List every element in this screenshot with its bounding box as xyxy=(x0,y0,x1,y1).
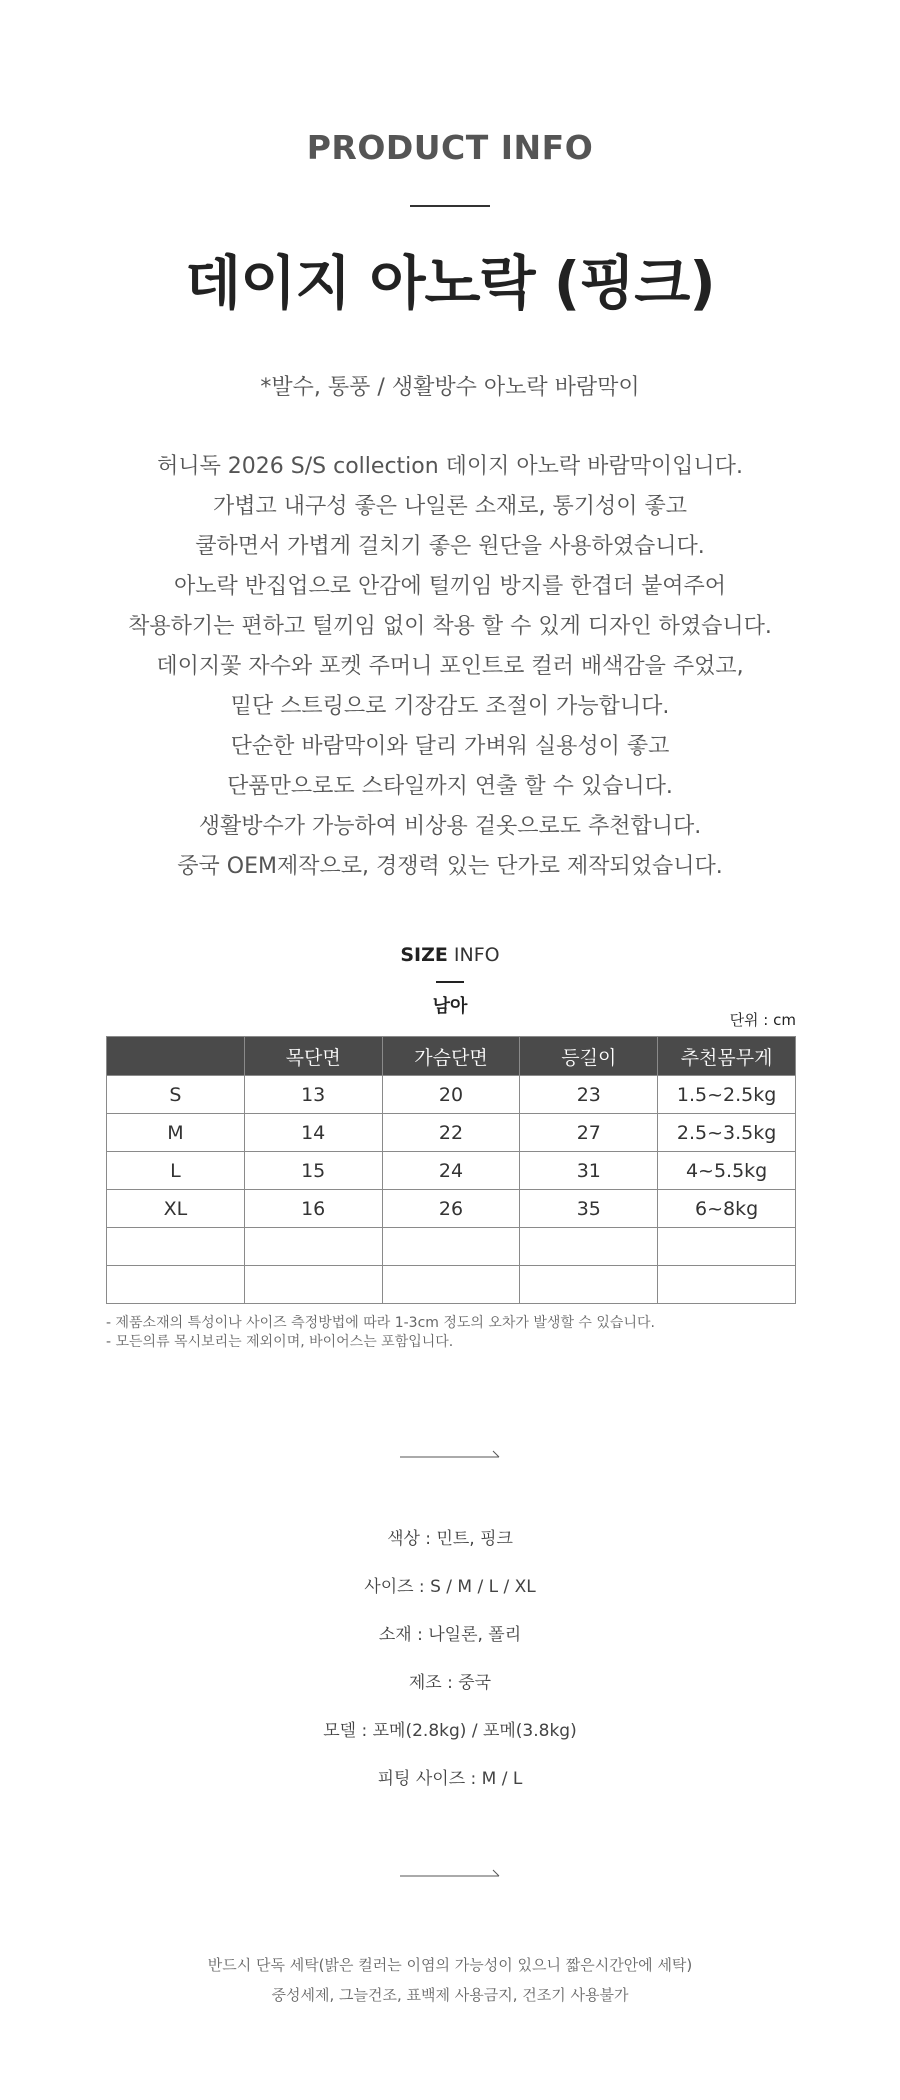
table-cell: XL xyxy=(107,1190,245,1228)
product-subtitle: *발수, 통풍 / 생활방수 아노락 바람막이 xyxy=(260,375,640,400)
description-line: 아노락 반집업으로 안감에 털끼임 방지를 한겹더 붙여주어 xyxy=(173,574,726,599)
table-cell: 26 xyxy=(382,1190,520,1228)
spec-material: 소재 : 나일론, 폴리 xyxy=(378,1625,522,1645)
table-cell: 2.5~3.5kg xyxy=(658,1114,796,1152)
description-line: 착용하기는 편하고 털끼임 없이 착용 할 수 있게 디자인 하였습니다. xyxy=(128,614,772,639)
table-cell xyxy=(520,1266,658,1304)
size-table-header-cell: 가슴단면 xyxy=(382,1037,520,1076)
table-row xyxy=(107,1152,796,1190)
spec-sizes: 사이즈 : S / M / L / XL xyxy=(364,1577,536,1597)
table-row xyxy=(107,1266,796,1304)
spec-made-in: 제조 : 중국 xyxy=(408,1673,492,1693)
size-table-header-cell: 추천몸무게 xyxy=(658,1037,796,1076)
header-label: PRODUCT INFO xyxy=(306,128,594,167)
unit-label: 단위 : cm xyxy=(729,1011,796,1029)
table-row xyxy=(107,1076,796,1114)
description-line: 중국 OEM제작으로, 경쟁력 있는 단가로 제작되었습니다. xyxy=(177,854,723,879)
table-cell: 27 xyxy=(520,1114,658,1152)
description-line: 단순한 바람막이와 달리 가벼워 실용성이 좋고 xyxy=(230,734,670,759)
care-instruction: 반드시 단독 세탁(밝은 컬러는 이염의 가능성이 있으니 짧은시간안에 세탁) xyxy=(207,1956,693,1974)
table-cell: 4~5.5kg xyxy=(658,1152,796,1190)
size-note: - 모든의류 목시보리는 제외이며, 바이어스는 포함입니다. xyxy=(106,1334,454,1350)
table-cell: 6~8kg xyxy=(658,1190,796,1228)
size-table-header-cell: 목단면 xyxy=(244,1037,382,1076)
table-row xyxy=(107,1190,796,1228)
table-cell: 14 xyxy=(244,1114,382,1152)
table-cell xyxy=(658,1228,796,1266)
table-cell: 15 xyxy=(244,1152,382,1190)
table-row xyxy=(107,1228,796,1266)
table-cell: 1.5~2.5kg xyxy=(658,1076,796,1114)
table-cell: 20 xyxy=(382,1076,520,1114)
table-cell xyxy=(107,1266,245,1304)
table-row xyxy=(107,1114,796,1152)
table-cell: 24 xyxy=(382,1152,520,1190)
header-divider xyxy=(410,205,490,207)
description-line: 데이지꽃 자수와 포켓 주머니 포인트로 컬러 배색감을 주었고, xyxy=(156,654,744,679)
table-cell: M xyxy=(107,1114,245,1152)
description-line: 단품만으로도 스타일까지 연출 할 수 있습니다. xyxy=(227,774,673,799)
table-cell xyxy=(244,1266,382,1304)
size-heading-divider xyxy=(436,981,464,983)
size-table-header-row xyxy=(107,1037,796,1076)
table-cell xyxy=(107,1228,245,1266)
spec-color: 색상 : 민트, 핑크 xyxy=(387,1529,513,1549)
size-note: - 제품소재의 특성이나 사이즈 측정방법에 따라 1-3cm 정도의 오차가 발생할 수 있습니다. xyxy=(106,1315,655,1331)
table-cell: S xyxy=(107,1076,245,1114)
table-cell xyxy=(658,1266,796,1304)
size-info-heading xyxy=(0,944,900,966)
size-table xyxy=(106,1036,796,1304)
table-cell xyxy=(382,1228,520,1266)
size-heading-bold: SIZE xyxy=(400,944,448,966)
product-title: 데이지 아노락 (핑크) xyxy=(185,249,715,317)
spec-model: 모델 : 포메(2.8kg) / 포메(3.8kg) xyxy=(323,1721,577,1741)
product-description xyxy=(0,447,900,887)
table-cell xyxy=(520,1228,658,1266)
table-cell: 23 xyxy=(520,1076,658,1114)
table-cell xyxy=(382,1266,520,1304)
description-line: 쿨하면서 가볍게 걸치기 좋은 원단을 사용하였습니다. xyxy=(195,534,705,559)
size-notes xyxy=(106,1314,655,1352)
table-cell: 31 xyxy=(520,1152,658,1190)
size-table-header-cell: 등길이 xyxy=(520,1037,658,1076)
size-type-label: 남아 xyxy=(432,996,468,1017)
description-line: 허니독 2026 S/S collection 데이지 아노락 바람막이입니다. xyxy=(157,454,743,479)
spec-fitting: 피팅 사이즈 : M / L xyxy=(377,1769,523,1789)
care-instruction: 중성세제, 그늘건조, 표백제 사용금지, 건조기 사용불가 xyxy=(271,1986,629,2004)
size-table-header-cell xyxy=(107,1037,245,1076)
table-cell xyxy=(244,1228,382,1266)
table-cell: 16 xyxy=(244,1190,382,1228)
description-line: 가볍고 내구성 좋은 나일론 소재로, 통기성이 좋고 xyxy=(213,494,687,519)
description-line: 밑단 스트링으로 기장감도 조절이 가능합니다. xyxy=(230,694,670,719)
table-cell: 13 xyxy=(244,1076,382,1114)
description-line: 생활방수가 가능하여 비상용 겉옷으로도 추천합니다. xyxy=(198,814,702,839)
table-cell: 22 xyxy=(382,1114,520,1152)
table-cell: L xyxy=(107,1152,245,1190)
arrow-divider-icon xyxy=(400,1866,500,1878)
size-heading-rest: INFO xyxy=(447,944,500,966)
arrow-divider-icon xyxy=(400,1447,500,1459)
table-cell: 35 xyxy=(520,1190,658,1228)
